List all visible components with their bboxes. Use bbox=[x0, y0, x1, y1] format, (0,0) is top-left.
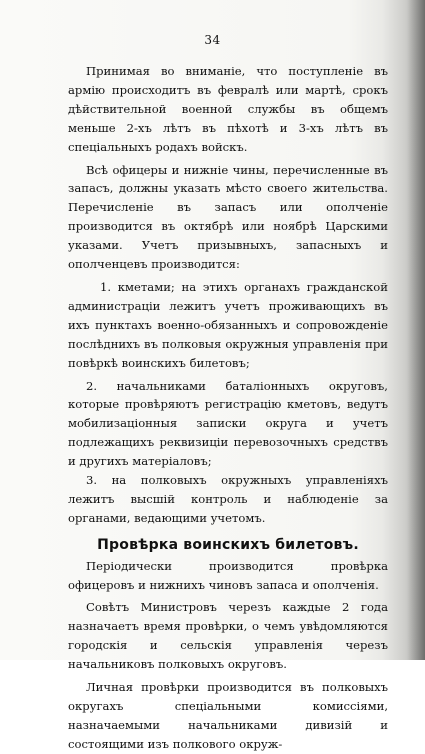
paragraph-reserve-registration: Всѣ офицеры и нижніе чины, перечисленные въ запасъ, должны указать мѣсто своего жительства. Перечисленіе въ запасъ или ополченіе производится въ октябрѣ или ноябрѣ Царскими указами. Учетъ призывныхъ, запасныхъ и ополченцевъ производится: bbox=[68, 162, 388, 272]
section-heading: Провѣрка воинскихъ билетовъ. bbox=[97, 536, 359, 553]
list-item-regimental-offices: 3. на полковыхъ окружныхъ управленіяхъ лежитъ высшій контроль и наблюденіе за органами, ведающими учетомъ. bbox=[68, 473, 388, 525]
list-item-battalion-chiefs: 2. начальниками баталіонныхъ округовъ, которые провѣряютъ регистрацію кметовъ, ведутъ мобилизаціонныя записки округа и учетъ подлежащихъ реквизиціи перевозочныхъ средствъ и другихъ матеріаловъ; bbox=[68, 378, 388, 469]
page-number: 34 bbox=[204, 33, 221, 47]
list-item-kmets: 1. кметами; на этихъ органахъ гражданской администраціи лежитъ учетъ проживающихъ въ ихъ пунктахъ военно-обязанныхъ и сопровожденіе послѣднихъ въ полковыя окружныя управленія при повѣркѣ воинскихъ билетовъ; bbox=[68, 279, 388, 370]
page-edge-shadow bbox=[407, 0, 425, 660]
paragraph-army-entry: Принимая во вниманіе, что поступленіе въ армію происходитъ въ февралѣ или мартѣ, срокъ дѣйствительной военной службы въ общемъ меньше 2-хъ лѣтъ въ пѣхотѣ и 3-хъ лѣтъ въ спеціальныхъ родахъ войскъ. bbox=[68, 64, 388, 154]
paragraph-personal-check: Личная провѣрки производится въ полковыхъ округахъ спеціальными комиссіями, назначаемыми начальниками дивизій и состоящими изъ полкового окруж- bbox=[68, 680, 388, 751]
page-body bbox=[68, 62, 388, 754]
paragraph-council-of-ministers: Совѣтъ Министровъ черезъ каждые 2 года назначаетъ время провѣрки, о чемъ увѣдомляются городскія и сельскія управленія черезъ начальниковъ полковыхъ округовъ. bbox=[68, 600, 388, 672]
paragraph-periodic-check: Періодически производится провѣрка офицеровъ и нижнихъ чиновъ запаса и ополченія. bbox=[68, 558, 388, 592]
